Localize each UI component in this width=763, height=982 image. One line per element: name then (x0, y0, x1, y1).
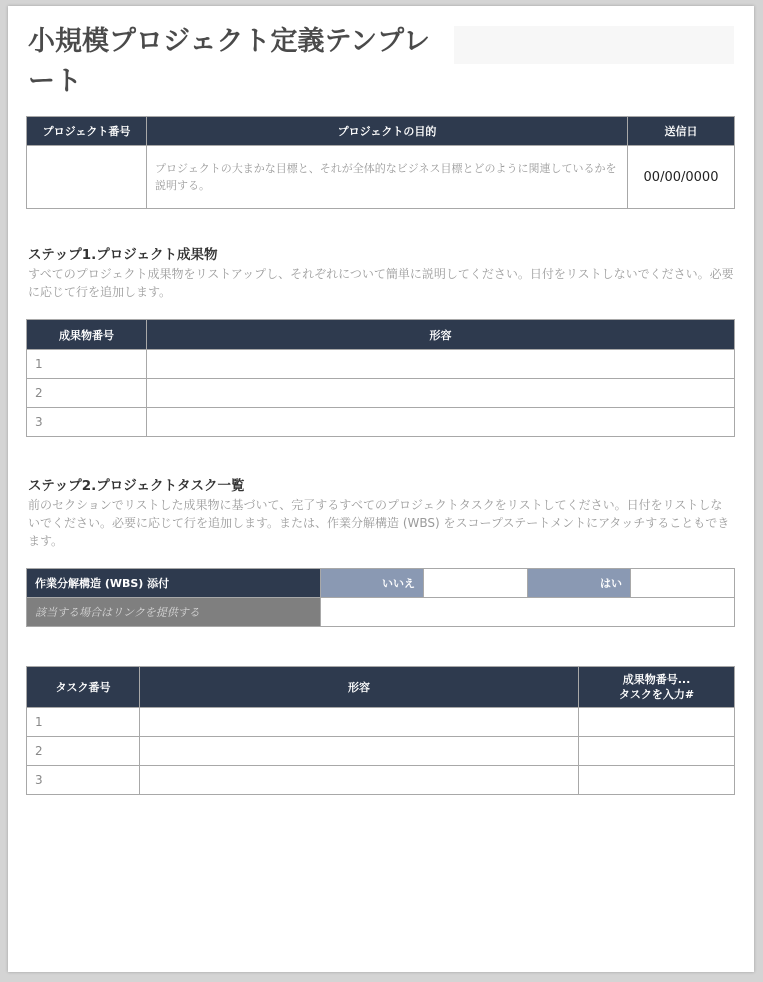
task-description-cell[interactable] (140, 708, 579, 737)
table-row (27, 379, 735, 408)
deliverables-table (26, 319, 735, 437)
task-number-header: タスク番号 (27, 667, 140, 708)
table-row (27, 350, 735, 379)
project-info-table (26, 116, 735, 209)
table-row (27, 708, 735, 737)
wbs-yes-label: はい (528, 569, 631, 598)
tasks-table (26, 666, 735, 795)
step2-instructions: 前のセクションでリストした成果物に基づいて、完了するすべてのプロジェクトタスクをリストしてください。日付をリストしないでください。必要に応じて行を追加します。または、作業分解構造 (WBS) をスコープステートメントにアタッチすることもできます。 (28, 498, 730, 548)
deliverable-description-cell[interactable] (147, 408, 735, 437)
deliverable-description-cell[interactable] (147, 379, 735, 408)
table-row (27, 766, 735, 795)
deliverable-ref-header-line2: タスクを入力# (618, 688, 695, 701)
step2-heading: ステップ2.プロジェクトタスク一覧 (28, 478, 245, 494)
deliverable-description-header: 形容 (147, 320, 735, 350)
wbs-yes-checkbox[interactable] (631, 569, 735, 598)
page-title: 小規模プロジェクト定義テンプレート (28, 26, 431, 97)
task-description-header: 形容 (140, 667, 579, 708)
deliverable-ref-header (579, 667, 735, 708)
submit-date-cell[interactable]: 00/00/0000 (628, 146, 735, 209)
deliverable-number-cell[interactable]: 1 (27, 350, 147, 379)
task-number-cell[interactable]: 2 (27, 737, 140, 766)
logo-placeholder (454, 26, 734, 64)
deliverable-number-header: 成果物番号 (27, 320, 147, 350)
project-purpose-cell[interactable]: プロジェクトの大まかな目標と、それが全体的なビジネス目標とどのように関連しているかを説明する。 (147, 146, 628, 209)
deliverable-number-cell[interactable]: 2 (27, 379, 147, 408)
wbs-link-field[interactable] (321, 598, 735, 627)
wbs-no-label: いいえ (321, 569, 424, 598)
task-number-cell[interactable]: 3 (27, 766, 140, 795)
deliverable-description-cell[interactable] (147, 350, 735, 379)
table-row (27, 408, 735, 437)
project-number-cell[interactable] (27, 146, 147, 209)
project-purpose-header: プロジェクトの目的 (147, 117, 628, 146)
wbs-link-prompt: 該当する場合はリンクを提供する (27, 598, 321, 627)
deliverable-number-cell[interactable]: 3 (27, 408, 147, 437)
task-number-cell[interactable]: 1 (27, 708, 140, 737)
project-number-header: プロジェクト番号 (27, 117, 147, 146)
wbs-attachment-label: 作業分解構造 (WBS) 添付 (27, 569, 321, 598)
step1-instructions: すべてのプロジェクト成果物をリストアップし、それぞれについて簡単に説明してください。日付をリストしないでください。必要に応じて行を追加します。 (28, 267, 734, 299)
deliverable-ref-cell[interactable] (579, 708, 735, 737)
task-description-cell[interactable] (140, 737, 579, 766)
table-row (27, 737, 735, 766)
deliverable-ref-cell[interactable] (579, 737, 735, 766)
deliverable-ref-header-line1: 成果物番号... (622, 673, 691, 686)
task-description-cell[interactable] (140, 766, 579, 795)
wbs-no-checkbox[interactable] (424, 569, 528, 598)
deliverable-ref-cell[interactable] (579, 766, 735, 795)
step1-heading: ステップ1.プロジェクト成果物 (28, 247, 218, 263)
submit-date-header: 送信日 (628, 117, 735, 146)
document-page (8, 6, 754, 972)
wbs-attachment-table (26, 568, 735, 627)
